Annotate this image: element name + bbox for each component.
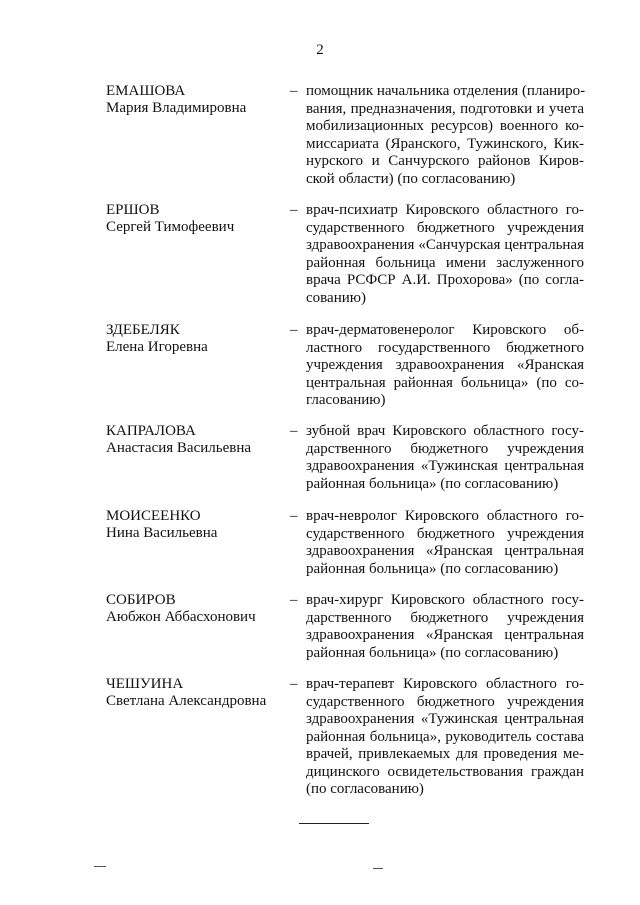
scan-mark [94, 866, 106, 867]
description-line: гласованию) [306, 392, 386, 408]
description-line: врач-терапевт Кировского областного го- [306, 676, 584, 692]
member-surname: МОИСЕЕНКО [106, 508, 201, 524]
member-position-description [306, 322, 584, 410]
entry-dash: – [290, 322, 298, 338]
description-line: здравоохранения «Тужинская центральная [306, 458, 584, 474]
description-line: ластного государственного бюджетного [306, 339, 584, 356]
description-line: мобилизационных ресурсов) военного ко- [306, 118, 584, 134]
member-surname: СОБИРОВ [106, 592, 176, 608]
member-surname: КАПРАЛОВА [106, 423, 196, 439]
description-line: сударственного бюджетного учреждения [306, 219, 584, 236]
description-line: врач-психиатр Кировского областного го- [306, 202, 584, 218]
description-line: дицинского освидетельствования граждан [306, 763, 584, 780]
member-name [106, 676, 281, 710]
description-line: врач-хирург Кировского областного госу- [306, 592, 584, 608]
entry-dash: – [290, 676, 298, 692]
description-line: ской области) (по согласованию) [306, 170, 516, 187]
entry-dash: – [290, 423, 298, 439]
member-given-names: Елена Игоревна [106, 339, 208, 355]
member-surname: ЧЕШУИНА [106, 676, 184, 692]
member-given-names: Светлана Александровна [106, 693, 267, 709]
member-name [106, 508, 281, 542]
description-line: учреждения здравоохранения «Яранская [306, 357, 584, 373]
description-line: районная больница» (по согласованию) [306, 475, 559, 492]
description-line: сованию) [306, 289, 366, 306]
description-line: дарственного бюджетного учреждения [306, 440, 584, 457]
description-line: нурского и Санчурского районов Киров- [306, 153, 584, 169]
entry-dash: – [290, 202, 298, 218]
description-line: (по согласованию) [306, 781, 424, 797]
member-position-description [306, 202, 584, 307]
description-line: сударственного бюджетного учреждения [306, 525, 584, 542]
description-line: здравоохранения «Яранская центральная [306, 543, 584, 559]
member-given-names: Мария Владимировна [106, 100, 247, 116]
description-line: центральная районная больница» (по со- [306, 374, 584, 391]
description-line: районная больница» (по согласованию) [306, 560, 559, 577]
description-line: миссариата (Яранского, Тужинского, Кик- [306, 135, 584, 152]
description-line: здравоохранения «Тужинская центральная [306, 711, 584, 727]
member-surname: ЗДЕБЕЛЯК [106, 322, 180, 338]
description-line: зубной врач Кировского областного госу- [306, 423, 584, 439]
member-position-description [306, 592, 584, 662]
description-line: врачей, привлекаемых для проведения ме- [306, 746, 584, 762]
member-given-names: Сергей Тимофеевич [106, 219, 235, 235]
description-line: помощник начальника отделения (планиро- [306, 83, 586, 99]
member-name [106, 592, 281, 626]
member-position-description [306, 508, 584, 578]
member-given-names: Нина Васильевна [106, 525, 218, 541]
description-line: сударственного бюджетного учреждения [306, 693, 584, 710]
member-position-description [306, 423, 584, 493]
description-line: врача РСФСР А.И. Прохорова» (по согла- [306, 272, 584, 288]
description-line: здравоохранения «Яранская центральная [306, 627, 584, 643]
member-name [106, 423, 281, 457]
member-surname: ЕМАШОВА [106, 83, 186, 99]
entry-dash: – [290, 508, 298, 524]
description-line: здравоохранения «Санчурская центральная [306, 237, 584, 253]
page-number: 2 [316, 42, 324, 58]
member-name [106, 83, 281, 117]
description-line: районная больница имени заслуженного [306, 254, 584, 271]
member-given-names: Аюбжон Аббасхонович [106, 609, 256, 625]
description-line: дарственного бюджетного учреждения [306, 609, 584, 626]
member-position-description [306, 83, 584, 188]
member-name [106, 322, 281, 356]
description-line: врач-дерматовенеролог Кировского об- [306, 322, 584, 338]
entry-dash: – [290, 592, 298, 608]
member-surname: ЕРШОВ [106, 202, 160, 218]
description-line: районная больница», руководитель состава [306, 728, 584, 745]
end-rule [299, 823, 369, 824]
description-line: врач-невролог Кировского областного го- [306, 508, 584, 524]
description-line: вания, предназначения, подготовки и учета [306, 100, 584, 117]
member-given-names: Анастасия Васильевна [106, 440, 252, 456]
member-position-description [306, 676, 584, 799]
entry-dash: – [290, 83, 298, 99]
member-name [106, 202, 281, 236]
description-line: районная больница» (по согласованию) [306, 644, 559, 661]
scan-mark [373, 868, 383, 869]
